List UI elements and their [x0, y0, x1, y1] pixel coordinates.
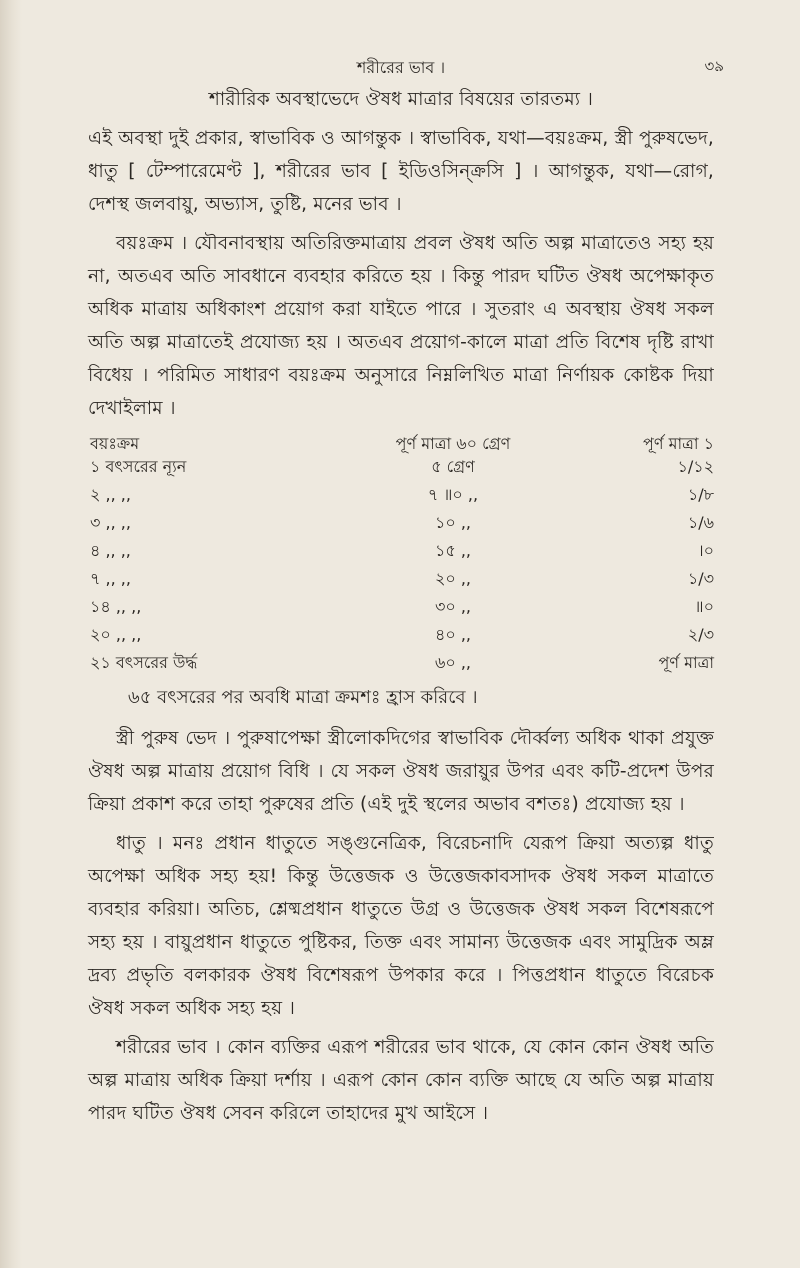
cell-fraction: ১/৬ — [687, 512, 714, 532]
table-row — [88, 649, 714, 677]
table-note: ৬৫ বৎসরের পর অবধি মাত্রা ক্রমশঃ হ্রাস করিবে । — [128, 687, 478, 708]
binding-gutter — [0, 0, 22, 1268]
cell-fraction: ১/১২ — [677, 456, 714, 476]
section-heading: শারীরিক অবস্থাভেদে ঔষধ মাত্রার বিষয়ের তারতম্য । — [208, 89, 594, 110]
header-age: বয়ঃক্রম — [90, 434, 140, 453]
cell-grain: ৭ ॥০ ,, — [427, 484, 479, 504]
body-paragraph: এই অবস্থা দুই প্রকার, স্বাভাবিক ও আগন্তুক । স্বাভাবিক, যথা—বয়ঃক্রম, স্ত্রী পুরুষভেদ, ধাতু [ টেম্পারেমেণ্ট ], শরীরের ভাব [ ইডিওসিন্‌ক্রসি ] । আগন্তুক, যথা—রোগ, দেশস্থ জলবায়ু, অভ্যাস, তুষ্টি, মনের ভাব । — [88, 128, 714, 215]
body-paragraph: স্ত্রী পুরুষ ভেদ । পুরুষাপেক্ষা স্ত্রীলোকদিগের স্বাভাবিক দৌর্ব্বল্য অধিক থাকা প্রযুক্ত ঔষধ অল্প মাত্রায় প্রয়োগ বিধি । যে সকল ঔষধ জরায়ুর উপর এবং কটি-প্রদেশ উপর ক্রিয়া প্রকাশ করে তাহা পুরুষের প্রতি (এই দুই স্থলের অভাব বশতঃ) প্রযোজ্য হয় । — [88, 728, 714, 815]
cell-grain: ৪০ ,, — [434, 624, 472, 644]
cell-grain: ৩০ ,, — [434, 596, 472, 616]
table-row — [88, 621, 714, 649]
page-number: ৩৯ — [704, 57, 724, 75]
body-paragraph: শরীরের ভাব । কোন ব্যক্তির এরূপ শরীরের ভাব থাকে, যে কোন কোন ঔষধ অতি অল্প মাত্রায় অধিক ক্রিয়া দর্শায় । এরূপ কোন কোন ব্যক্তি আছে যে অতি অল্প মাত্রায় পারদ ঘটিত ঔষধ সেবন করিলে তাহাদের মুখ আইসে । — [88, 1037, 714, 1124]
cell-fraction: পূর্ণ মাত্রা — [658, 652, 714, 672]
cell-fraction: ।০ — [697, 540, 714, 560]
cell-grain: ১৫ ,, — [434, 540, 472, 560]
dose-table-header — [88, 431, 714, 453]
running-title: শরীরের ভাব । — [356, 58, 446, 77]
body-paragraph: ধাতু । মনঃ প্রধান ধাতুতে সঙ্গুনেত্রিক, বিরেচনাদি যেরূপ ক্রিয়া অত্যল্প ধাতু অপেক্ষা অধিক সহ্য হয়! কিন্তু উত্তেজক ও উত্তেজকাবসাদক ঔষধ সকল মাত্রাতে ব্যবহার করিয়া। অতিচ, শ্লেষ্মপ্রধান ধাতুতে উগ্র ও উত্তেজক ঔষধ সকল বিশেষরূপে সহ্য হয় । বায়ুপ্রধান ধাতুতে পুষ্টিকর, তিক্ত এবং সামান্য উত্তেজক এবং সামুদ্রিক অম্ল দ্রব্য প্রভৃতি বলকারক ঔষধ বিশেষরূপ উপকার করে । পিত্তপ্রধান ধাতুতে বিরেচক ঔষধ সকল অধিক সহ্য হয় । — [88, 833, 714, 1019]
header-fraction: পূর্ণ মাত্রা ১ — [642, 434, 714, 453]
cell-age: ১ বৎসরের ন্যূন — [90, 456, 187, 476]
cell-age: ৩ ,, ,, — [90, 512, 131, 532]
cell-fraction: ॥০ — [694, 596, 714, 616]
table-row — [88, 593, 714, 621]
table-row — [88, 481, 714, 509]
table-row — [88, 509, 714, 537]
table-row — [88, 537, 714, 565]
cell-age: ৪ ,, ,, — [90, 540, 131, 560]
dose-table — [88, 431, 714, 677]
cell-fraction: ১/৮ — [687, 484, 714, 504]
cell-fraction: ১/৩ — [687, 568, 714, 588]
table-row — [88, 565, 714, 593]
cell-age: ২১ বৎসরের উর্দ্ধ — [90, 652, 198, 672]
cell-grain: ৫ গ্রেণ — [431, 456, 475, 476]
cell-grain: ৬০ ,, — [434, 652, 472, 672]
cell-age: ১৪ ,, ,, — [90, 596, 142, 616]
cell-age: ২০ ,, ,, — [90, 624, 142, 644]
table-row — [88, 453, 714, 481]
body-paragraph: বয়ঃক্রম । যৌবনাবস্থায় অতিরিক্তমাত্রায় প্রবল ঔষধ অতি অল্প মাত্রাতেও সহ্য হয় না, অতএব অতি সাবধানে ব্যবহার করিতে হয় । কিন্তু পারদ ঘটিত ঔষধ অপেক্ষাকৃত অধিক মাত্রায় অধিকাংশ প্রয়োগ করা যাইতে পারে । সুতরাং এ অবস্থায় ঔষধ সকল অতি অল্প মাত্রাতেই প্রযোজ্য হয় । অতএব প্রয়োগ-কালে মাত্রা প্রতি বিশেষ দৃষ্টি রাখা বিধেয় । পরিমিত সাধারণ বয়ঃক্রম অনুসারে নিম্নলিখিত মাত্রা নির্ণায়ক কোষ্টক দিয়া দেখাইলাম । — [88, 233, 714, 419]
running-header — [88, 55, 724, 83]
cell-age: ২ ,, ,, — [90, 484, 131, 504]
cell-grain: ২০ ,, — [434, 568, 472, 588]
cell-grain: ১০ ,, — [434, 512, 472, 532]
cell-fraction: ২/৩ — [687, 624, 714, 644]
cell-age: ৭ ,, ,, — [90, 568, 131, 588]
header-grain: পূর্ণ মাত্রা ৬০ গ্রেণ — [395, 434, 511, 453]
